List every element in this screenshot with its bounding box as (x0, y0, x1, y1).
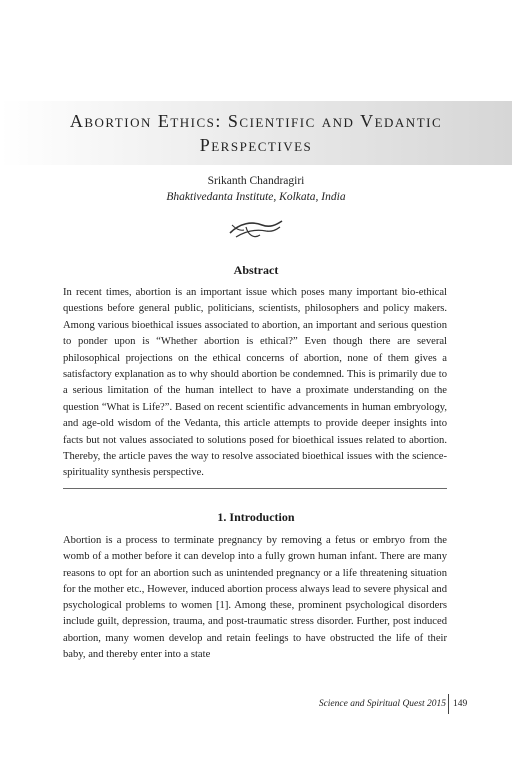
abstract-heading: Abstract (233, 263, 279, 277)
paper-title (0, 109, 512, 157)
author-affiliation: Bhaktivedanta Institute, Kolkata, India (166, 191, 346, 203)
introduction-heading: 1. Introduction (217, 510, 295, 524)
introduction-text: Abortion is a process to terminate pregnancy by removing a fetus or embryo from the womb of a mother before it can develop into a fully grown human infant. There are many reasons to opt for an abortion such as unintended pregnancy or a life threatening situation for the mother etc., However, induced abortion process always lead to severe physical and psychological problems to women [1]. Among these, prominent psychological disorders include guilt, depression, trauma, and post-traumatic stress disorder. Further, post induced abortion, many women develop and retain feelings to have obstructed the life of their baby, and thereby enter into a state (63, 535, 447, 661)
section-divider (63, 488, 447, 489)
author-name: Srikanth Chandragiri (207, 175, 305, 187)
abstract-text: In recent times, abortion is an important issue which poses many important bio-ethical questions before general public, politicians, scientists, philosophers and policy makers. Among various bioethical issues associated to abortion, an important and serious question to ponder upon is “Whether abortion is ethical?” Even though there are several philosophical projections on the ethical concerns of abortion, none of them gives a satisfactory explanation as to why should abortion be condemned. This is primarily due to a serious limitation of the human intellect to have a proximate understanding on the question “What is Life?”. Based on recent scientific advancements in human embryology, and age-old wisdom of the Vedanta, this article attempts to provide deeper insights into facts but not values associated to solutions posed for bioethical issues related to abortion. Thereby, the article paves the way to resolve associated bioethical issues with the science-spirituality synthesis perspective. (63, 287, 447, 479)
decorative-flourish-icon (226, 213, 286, 243)
footer-divider (448, 694, 449, 714)
paper-title-line-2: Perspectives (199, 135, 313, 155)
paper-title-line-1: Abortion Ethics: Scientific and Vedantic (69, 111, 443, 131)
journal-footer: Science and Spiritual Quest 2015 (318, 699, 446, 709)
page-number: 149 (453, 699, 468, 709)
